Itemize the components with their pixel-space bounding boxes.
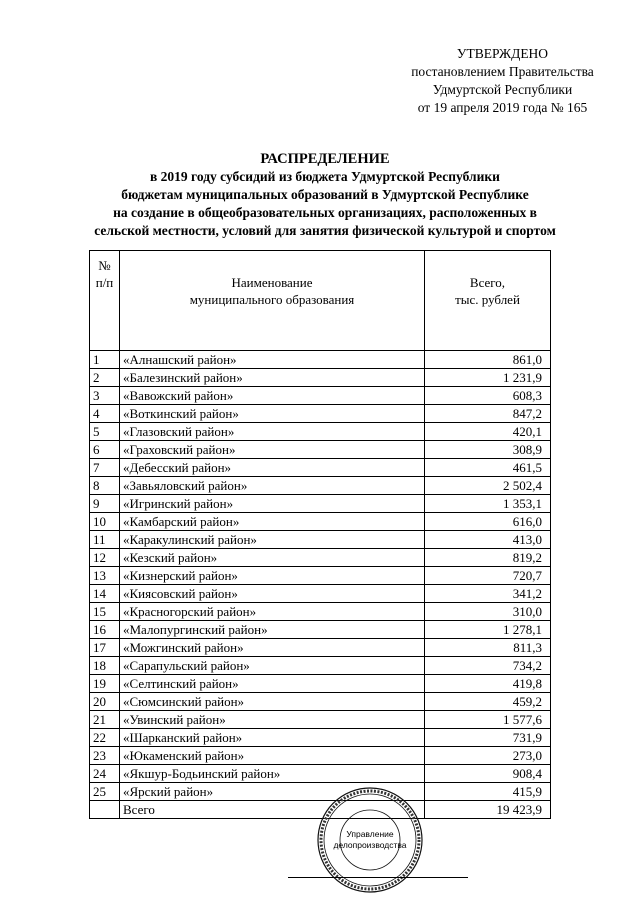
approval-date: от 19 апреля 2019 года № 165 xyxy=(417,100,588,115)
total-number-cell xyxy=(90,801,120,819)
row-value: 847,2 xyxy=(425,405,551,423)
row-value: 908,4 xyxy=(425,765,551,783)
row-number: 16 xyxy=(90,621,120,639)
row-number: 3 xyxy=(90,387,120,405)
row-municipality: «Селтинский район» xyxy=(120,675,425,693)
row-municipality: «Игринский район» xyxy=(120,495,425,513)
row-number: 25 xyxy=(90,783,120,801)
row-municipality: «Балезинский район» xyxy=(120,369,425,387)
row-number: 8 xyxy=(90,477,120,495)
heading-line-2: бюджетам муниципальных образований в Удмуртской Республике xyxy=(121,187,529,202)
table-row xyxy=(90,765,551,783)
row-number: 19 xyxy=(90,675,120,693)
row-municipality: «Юкаменский район» xyxy=(120,747,425,765)
row-municipality: «Каракулинский район» xyxy=(120,531,425,549)
signature-line xyxy=(288,877,468,878)
office-stamp xyxy=(310,785,430,895)
row-number: 10 xyxy=(90,513,120,531)
row-value: 608,3 xyxy=(425,387,551,405)
row-municipality: «Ярский район» xyxy=(120,783,425,801)
row-municipality: «Красногорский район» xyxy=(120,603,425,621)
table-body xyxy=(90,351,551,819)
row-value: 731,9 xyxy=(425,729,551,747)
row-value: 2 502,4 xyxy=(425,477,551,495)
row-value: 341,2 xyxy=(425,585,551,603)
approval-decree: постановлением Правительства xyxy=(411,64,594,79)
row-number: 18 xyxy=(90,657,120,675)
table-row xyxy=(90,495,551,513)
stamp-text-1: Управление xyxy=(346,829,394,839)
row-number: 20 xyxy=(90,693,120,711)
total-value: 19 423,9 xyxy=(425,801,551,819)
row-value: 420,1 xyxy=(425,423,551,441)
approval-block xyxy=(395,45,610,117)
row-value: 1 278,1 xyxy=(425,621,551,639)
header-number xyxy=(90,251,120,351)
row-number: 5 xyxy=(90,423,120,441)
row-value: 308,9 xyxy=(425,441,551,459)
table-row xyxy=(90,369,551,387)
table-row xyxy=(90,639,551,657)
table-row xyxy=(90,513,551,531)
row-value: 819,2 xyxy=(425,549,551,567)
table-row xyxy=(90,747,551,765)
table-row xyxy=(90,567,551,585)
row-municipality: «Камбарский район» xyxy=(120,513,425,531)
row-value: 1 577,6 xyxy=(425,711,551,729)
table-row xyxy=(90,729,551,747)
table-row xyxy=(90,675,551,693)
row-number: 15 xyxy=(90,603,120,621)
heading-line-4: сельской местности, условий для занятия физической культурой и спортом xyxy=(94,223,556,238)
total-label: Всего xyxy=(120,801,425,819)
row-value: 734,2 xyxy=(425,657,551,675)
row-municipality: «Киясовский район» xyxy=(120,585,425,603)
row-number: 6 xyxy=(90,441,120,459)
row-municipality: «Кизнерский район» xyxy=(120,567,425,585)
table-row xyxy=(90,387,551,405)
row-municipality: «Алнашский район» xyxy=(120,351,425,369)
row-number: 2 xyxy=(90,369,120,387)
row-value: 811,3 xyxy=(425,639,551,657)
row-number: 12 xyxy=(90,549,120,567)
row-municipality: «Завьяловский район» xyxy=(120,477,425,495)
table-row xyxy=(90,657,551,675)
header-total-line-2: тыс. рублей xyxy=(455,292,520,307)
row-value: 310,0 xyxy=(425,603,551,621)
row-number: 24 xyxy=(90,765,120,783)
row-municipality: «Сюмсинский район» xyxy=(120,693,425,711)
row-value: 720,7 xyxy=(425,567,551,585)
table-row xyxy=(90,441,551,459)
table-row xyxy=(90,477,551,495)
row-municipality: «Увинский район» xyxy=(120,711,425,729)
row-municipality: «Шарканский район» xyxy=(120,729,425,747)
row-value: 1 353,1 xyxy=(425,495,551,513)
table-header-row xyxy=(90,251,551,351)
row-municipality: «Дебесский район» xyxy=(120,459,425,477)
header-municipality-line-1: Наименование xyxy=(231,275,313,290)
approval-republic: Удмуртской Республики xyxy=(432,82,573,97)
table-row xyxy=(90,603,551,621)
header-total xyxy=(425,251,551,351)
document-title: РАСПРЕДЕЛЕНИЕ xyxy=(260,151,390,167)
row-number: 11 xyxy=(90,531,120,549)
row-value: 616,0 xyxy=(425,513,551,531)
row-municipality: «Якшур-Бодьинский район» xyxy=(120,765,425,783)
table-row xyxy=(90,711,551,729)
row-value: 415,9 xyxy=(425,783,551,801)
row-value: 459,2 xyxy=(425,693,551,711)
row-municipality: «Граховский район» xyxy=(120,441,425,459)
distribution-table xyxy=(89,250,551,819)
row-number: 9 xyxy=(90,495,120,513)
approval-label: УТВЕРЖДЕНО xyxy=(456,46,549,61)
heading-line-1: в 2019 году субсидий из бюджета Удмуртской Республики xyxy=(150,169,500,184)
row-value: 1 231,9 xyxy=(425,369,551,387)
row-municipality: «Воткинский район» xyxy=(120,405,425,423)
row-number: 23 xyxy=(90,747,120,765)
stamp-text-2: делопроизводства xyxy=(333,840,407,850)
header-municipality xyxy=(120,251,425,351)
header-number-line-1: № xyxy=(98,258,111,273)
row-municipality: «Кезский район» xyxy=(120,549,425,567)
row-value: 273,0 xyxy=(425,747,551,765)
row-municipality: «Вавожский район» xyxy=(120,387,425,405)
row-number: 7 xyxy=(90,459,120,477)
table-row xyxy=(90,459,551,477)
table-row xyxy=(90,531,551,549)
row-value: 419,8 xyxy=(425,675,551,693)
table-row xyxy=(90,585,551,603)
row-municipality: «Можгинский район» xyxy=(120,639,425,657)
table-row xyxy=(90,351,551,369)
table-row xyxy=(90,549,551,567)
row-municipality: «Малопургинский район» xyxy=(120,621,425,639)
table-row xyxy=(90,621,551,639)
table-row xyxy=(90,423,551,441)
header-total-line-1: Всего, xyxy=(469,275,506,290)
table-row xyxy=(90,405,551,423)
row-number: 14 xyxy=(90,585,120,603)
row-municipality: «Глазовский район» xyxy=(120,423,425,441)
table-row xyxy=(90,693,551,711)
row-number: 13 xyxy=(90,567,120,585)
header-municipality-line-2: муниципального образования xyxy=(189,292,355,307)
row-number: 4 xyxy=(90,405,120,423)
document-heading xyxy=(40,150,610,240)
heading-line-3: на создание в общеобразовательных организациях, расположенных в xyxy=(113,205,537,220)
row-value: 861,0 xyxy=(425,351,551,369)
row-number: 22 xyxy=(90,729,120,747)
row-value: 461,5 xyxy=(425,459,551,477)
header-number-line-2: п/п xyxy=(95,275,114,290)
row-municipality: «Сарапульский район» xyxy=(120,657,425,675)
row-value: 413,0 xyxy=(425,531,551,549)
row-number: 17 xyxy=(90,639,120,657)
row-number: 21 xyxy=(90,711,120,729)
row-number: 1 xyxy=(90,351,120,369)
